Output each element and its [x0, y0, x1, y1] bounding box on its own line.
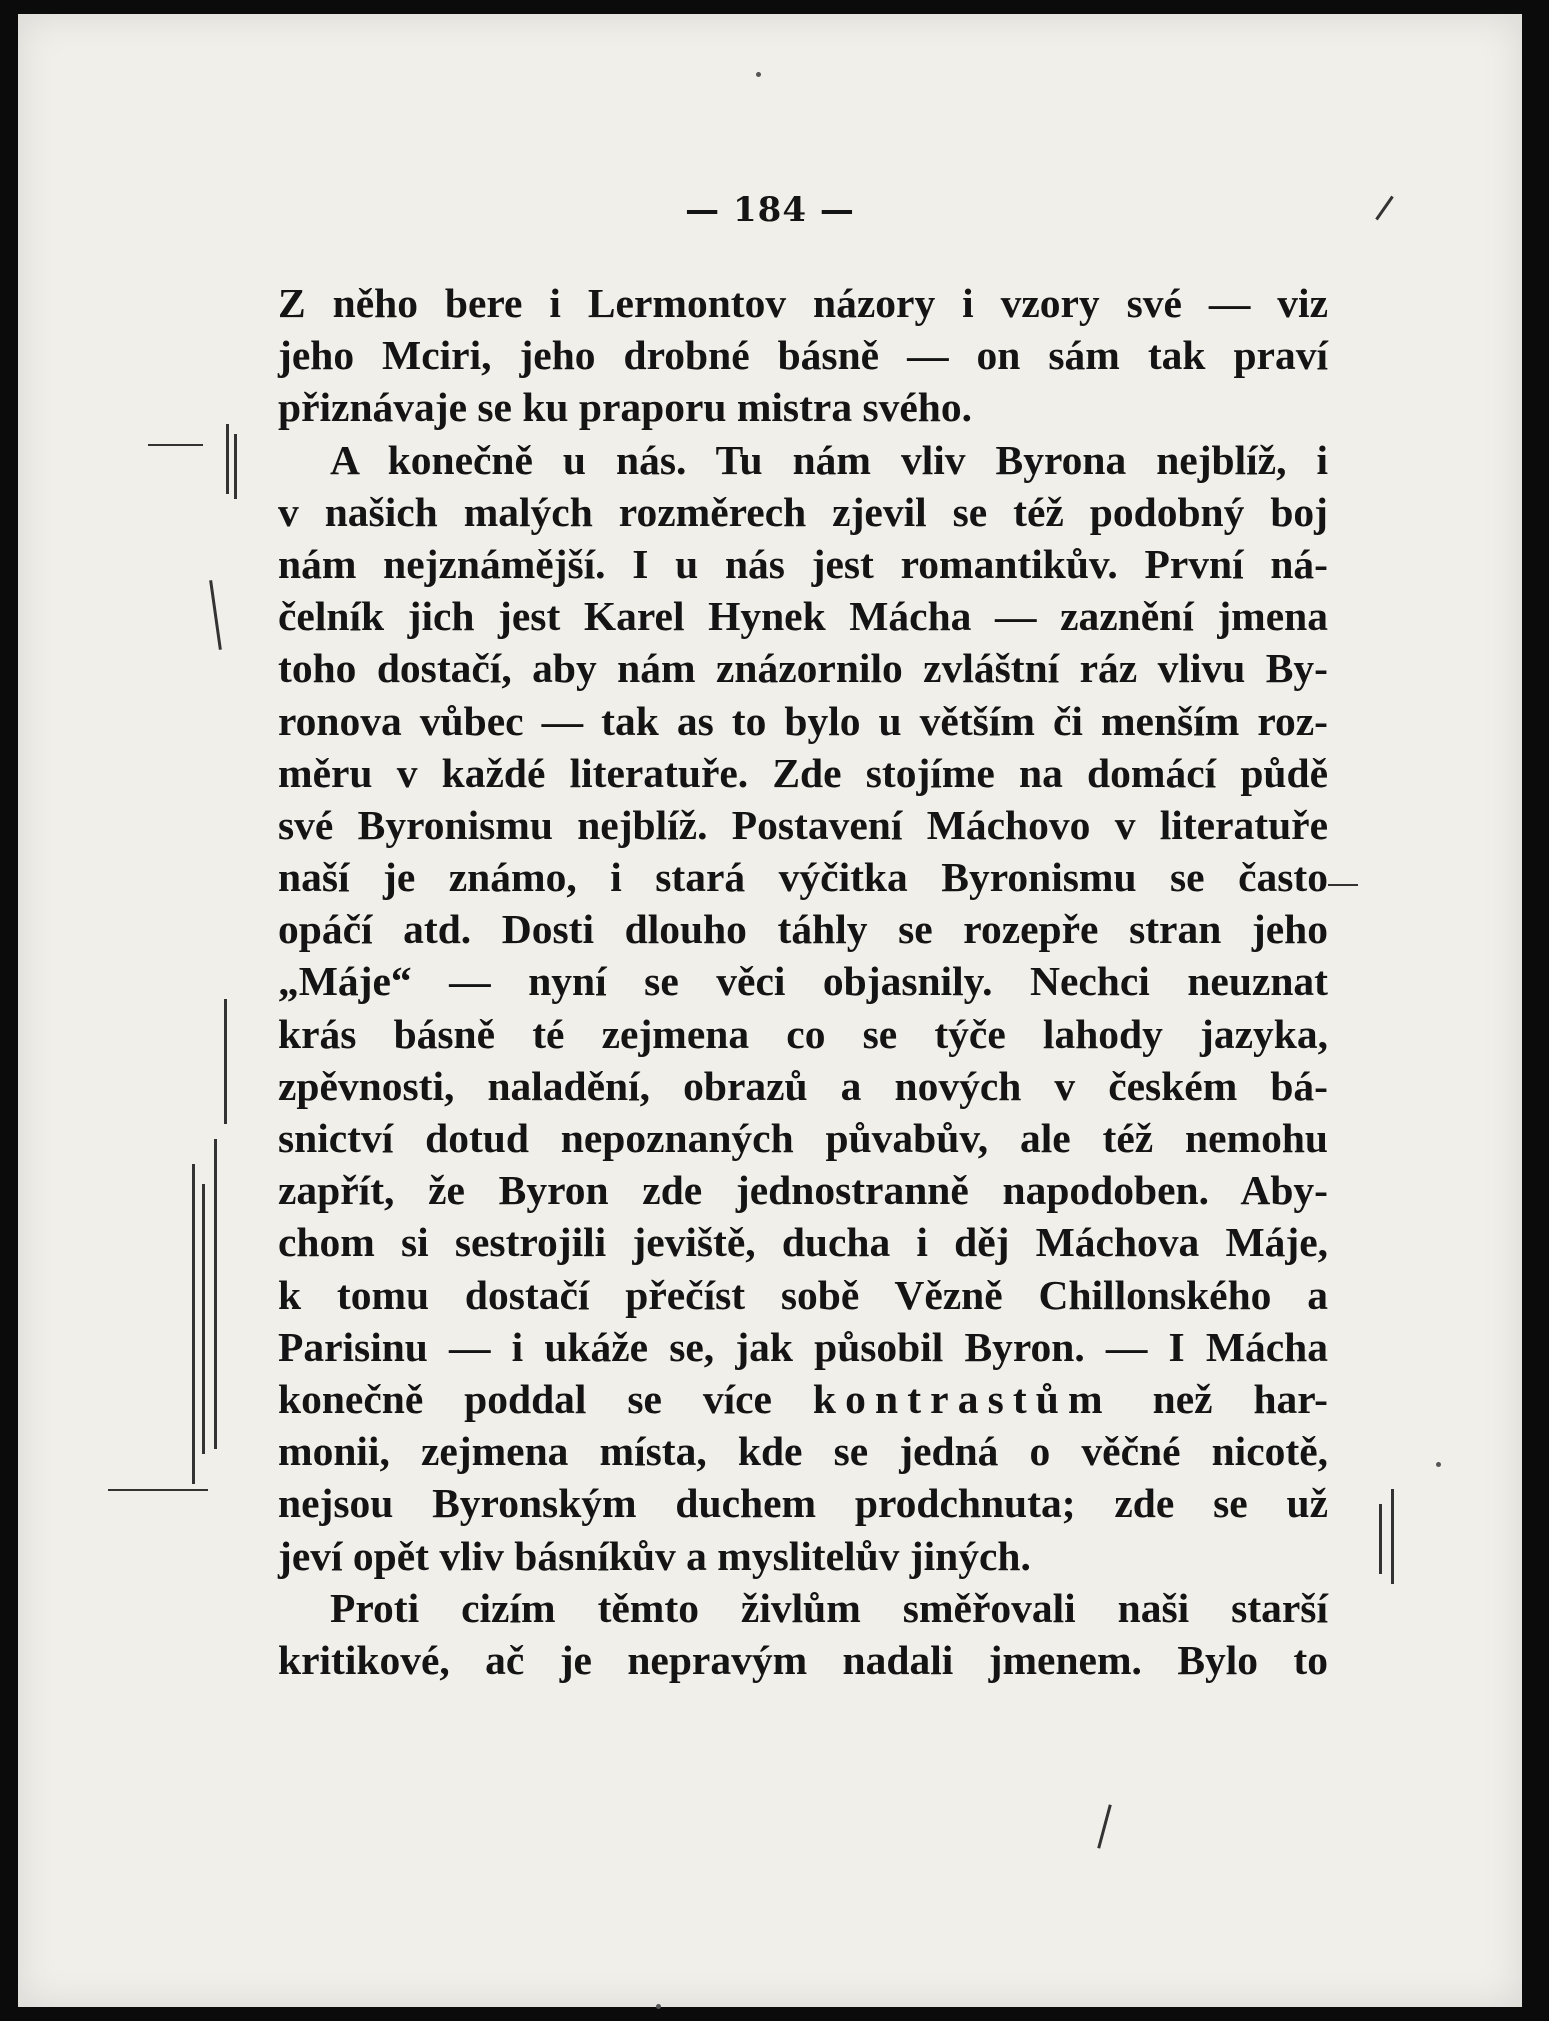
text-line [278, 1373, 1328, 1425]
text-segment: konečně poddal se více [278, 1375, 772, 1422]
text-line: své Byronismu nejblíž. Postavení Máchovo v literatuře [278, 801, 1328, 848]
text-line: Parisinu — i ukáže se, jak působil Byron. — I Mácha [278, 1323, 1328, 1370]
text-line: zpěvnosti, naladění, obrazů a nových v českém bá- [278, 1062, 1328, 1109]
text-line: ronova vůbec — tak as to bylo u větším či menším roz- [278, 697, 1328, 744]
margin-pencil-mark [234, 434, 237, 499]
text-line: snictví dotud nepoznaných půvabův, ale též nemohu [278, 1115, 1328, 1161]
margin-pencil-mark [224, 999, 227, 1124]
paper-speck [656, 2004, 661, 2009]
text-line: v našich malých rozměrech zjevil se též podobný boj [278, 488, 1328, 535]
text-line: monii, zejmena místa, kde se jedná o věčné nicotě, [278, 1428, 1328, 1475]
text-line: nám nejznámější. I u nás jest romantikův. První ná- [278, 540, 1328, 587]
page-number: — 184 — [685, 190, 855, 230]
margin-pencil-mark [192, 1164, 195, 1484]
emphasized-word: kontrastům [812, 1375, 1112, 1422]
text-line: A konečně u nás. Tu nám vliv Byrona nejblíž, i [330, 436, 1328, 483]
text-line: měru v každé literatuře. Zde stojíme na domácí půdě [278, 749, 1328, 796]
text-line: jeho Mciri, jeho drobné básně — on sám tak praví [278, 332, 1328, 379]
margin-pencil-mark [209, 580, 222, 650]
text-line: toho dostačí, aby nám znázornilo zvláštní ráz vlivu By- [278, 645, 1328, 692]
text-line: jeví opět vliv básníkův a myslitelův jiných. [278, 1532, 1031, 1579]
margin-pencil-mark [226, 424, 229, 494]
paper-speck [756, 72, 761, 77]
margin-pencil-mark [214, 1139, 217, 1449]
margin-pencil-mark [1379, 1504, 1382, 1574]
margin-pencil-mark [1097, 1804, 1112, 1848]
text-segment: než har- [1152, 1375, 1329, 1422]
book-page [18, 14, 1522, 2007]
text-line: opáčí atd. Dosti dlouho táhly se rozepře stran jeho [278, 906, 1328, 953]
text-line: kritikové, ač je nepravým nadali jmenem. Bylo to [278, 1636, 1328, 1683]
text-line: čelník jich jest Karel Hynek Mácha — zaznění jmena [278, 593, 1328, 640]
text-line: zapřít, že Byron zde jednostranně napodoben. Aby- [278, 1167, 1328, 1214]
margin-pencil-mark [148, 444, 203, 446]
body-text [278, 277, 1328, 1686]
text-line: přiznávaje se ku praporu mistra svého. [278, 384, 972, 431]
margin-pencil-mark [1391, 1489, 1394, 1584]
text-line: Proti cizím těmto živlům směřovali naši starší [330, 1584, 1328, 1631]
text-line: „Máje“ — nyní se věci objasnily. Nechci neuznat [278, 958, 1328, 1005]
margin-pencil-mark [108, 1489, 208, 1491]
text-line: krás básně té zejmena co se týče lahody jazyka, [278, 1010, 1328, 1057]
text-line: k tomu dostačí přečíst sobě Vězně Chillonského a [278, 1271, 1328, 1318]
text-line: Z něho bere i Lermontov názory i vzory své — viz [278, 280, 1328, 326]
margin-pencil-mark [1328, 884, 1358, 886]
margin-pencil-mark [202, 1184, 205, 1454]
text-line: naší je známo, i stará výčitka Byronismu se často [278, 854, 1328, 901]
text-line: nejsou Byronským duchem prodchnuta; zde se už [278, 1480, 1328, 1527]
text-line: chom si sestrojili jeviště, ducha i děj Máchova Máje, [278, 1219, 1328, 1266]
paper-speck [1436, 1462, 1441, 1467]
